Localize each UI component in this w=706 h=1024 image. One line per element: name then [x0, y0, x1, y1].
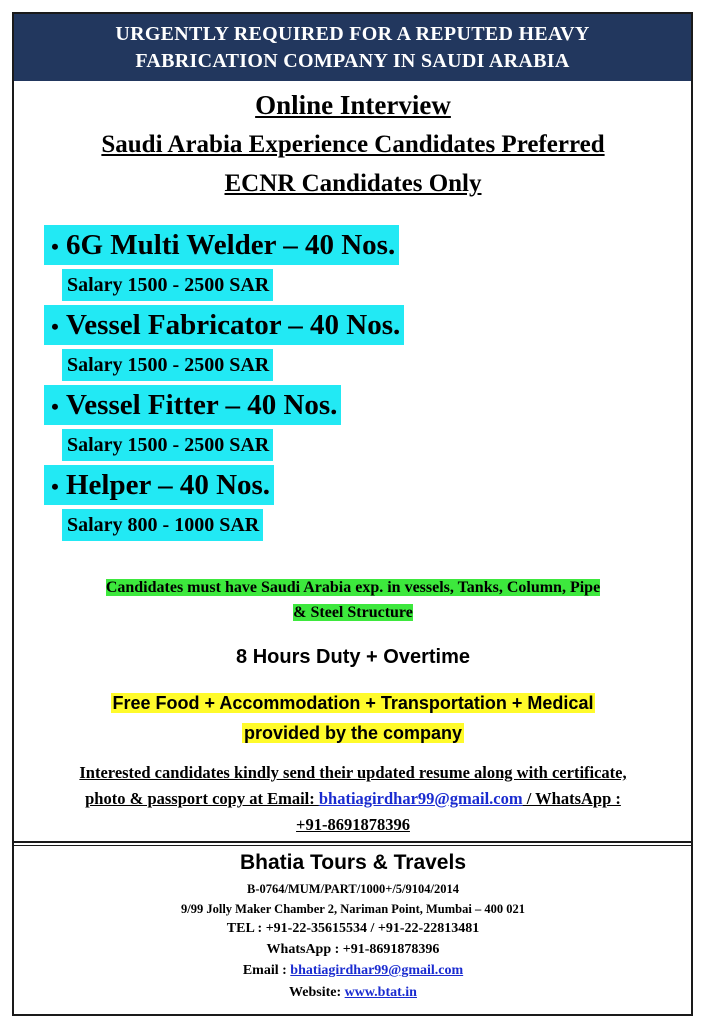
benefits-line-2-text: provided by the company — [243, 723, 463, 743]
ecnr-title: ECNR Candidates Only — [224, 170, 482, 197]
job-title-text: Vessel Fabricator – 40 Nos. — [66, 309, 401, 341]
company-name: Bhatia Tours & Travels — [239, 851, 467, 874]
requirement-line-2-text: & Steel Structure — [293, 604, 413, 621]
apply-line-2-prefix: photo & passport copy at Email: — [85, 789, 319, 808]
requirement-note-line-1 — [0, 575, 706, 600]
company-website — [0, 985, 706, 1001]
company-whatsapp: WhatsApp : +91-8691878396 — [266, 942, 440, 957]
job-title-fabricator — [44, 305, 404, 345]
company-address: 9/99 Jolly Maker Chamber 2, Nariman Point, Mumbai – 400 021 — [181, 902, 525, 916]
duty-hours: 8 Hours Duty + Overtime — [236, 646, 470, 668]
company-email — [0, 963, 706, 979]
apply-line-2-suffix: / WhatsApp : — [522, 789, 621, 808]
experience-preference-title: Saudi Arabia Experience Candidates Preferred — [101, 131, 605, 158]
footer-divider-inner — [14, 845, 691, 846]
job-salary-helper: Salary 800 - 1000 SAR — [62, 509, 263, 541]
footer-email-link[interactable]: bhatiagirdhar99@gmail.com — [290, 963, 464, 978]
email-label: Email : — [242, 963, 291, 978]
job-title-text: 6G Multi Welder – 40 Nos. — [66, 229, 396, 261]
benefits-line-2 — [0, 718, 706, 748]
bullet-icon: • — [51, 234, 59, 259]
apply-line-2 — [22, 786, 684, 812]
requirement-note-line-2 — [0, 600, 706, 625]
header-line-1: URGENTLY REQUIRED FOR A REPUTED HEAVY — [115, 23, 590, 45]
header-banner — [14, 14, 691, 81]
apply-whatsapp-number: +91-8691878396 — [296, 815, 410, 834]
job-title-text: Helper – 40 Nos. — [66, 469, 271, 501]
apply-email-link[interactable]: bhatiagirdhar99@gmail.com — [318, 789, 523, 808]
website-label: Website: — [289, 985, 345, 1000]
requirement-line-1-text: Candidates must have Saudi Arabia exp. in vessels, Tanks, Column, Pipe — [105, 579, 601, 596]
online-interview-title: Online Interview — [255, 90, 451, 120]
benefits-line-1-text: Free Food + Accommodation + Transportation + Medical — [112, 693, 594, 713]
website-link[interactable]: www.btat.in — [344, 985, 417, 1000]
license-number: B-0764/MUM/PART/1000+/5/9104/2014 — [247, 882, 459, 896]
header-line-2: FABRICATION COMPANY IN SAUDI ARABIA — [135, 50, 570, 72]
job-salary-fitter: Salary 1500 - 2500 SAR — [62, 429, 273, 461]
job-salary-fabricator: Salary 1500 - 2500 SAR — [62, 349, 273, 381]
job-title-fitter — [44, 385, 341, 425]
job-title-text: Vessel Fitter – 40 Nos. — [66, 389, 338, 421]
job-title-welder — [44, 225, 399, 265]
company-telephone: TEL : +91-22-35615534 / +91-22-22813481 — [226, 921, 480, 936]
footer-divider — [14, 841, 691, 843]
benefits-line-1 — [0, 688, 706, 718]
apply-line-1: Interested candidates kindly send their updated resume along with certificate, — [79, 763, 627, 782]
bullet-icon: • — [51, 474, 59, 499]
bullet-icon: • — [51, 394, 59, 419]
bullet-icon: • — [51, 314, 59, 339]
job-salary-welder: Salary 1500 - 2500 SAR — [62, 269, 273, 301]
job-title-helper — [44, 465, 274, 505]
